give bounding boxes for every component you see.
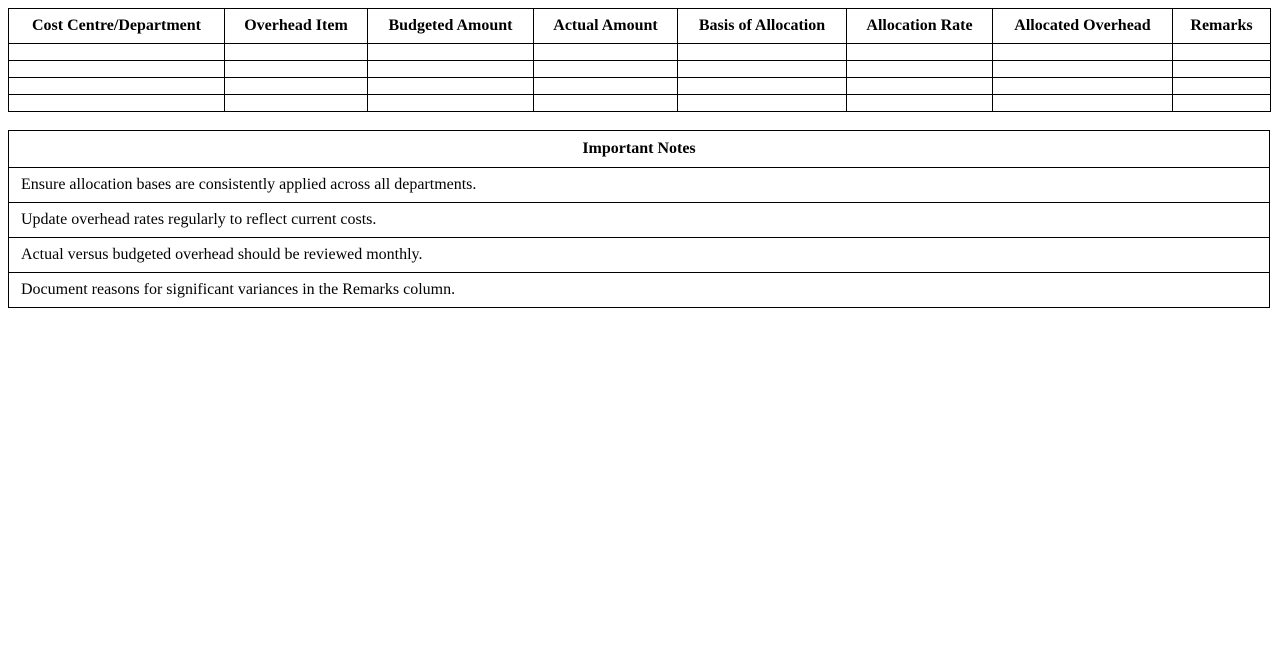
header-overhead-item: Overhead Item [225,9,368,44]
important-notes-table [8,130,1270,308]
table-cell[interactable] [225,44,368,61]
header-actual-amount: Actual Amount [534,9,678,44]
table-cell[interactable] [368,61,534,78]
table-cell[interactable] [1173,78,1271,95]
table-cell[interactable] [847,44,993,61]
table-cell[interactable] [225,95,368,112]
header-cost-centre: Cost Centre/Department [9,9,225,44]
table-row [9,78,1271,95]
table-cell[interactable] [1173,61,1271,78]
table-cell[interactable] [847,78,993,95]
note-row [9,168,1270,203]
header-allocation-rate: Allocation Rate [847,9,993,44]
notes-title: Important Notes [9,131,1270,168]
note-row [9,238,1270,273]
table-cell[interactable] [993,95,1173,112]
note-item: Update overhead rates regularly to reflect current costs. [9,203,1270,238]
table-cell[interactable] [678,44,847,61]
table-cell[interactable] [534,44,678,61]
table-row [9,61,1271,78]
header-basis-of-allocation: Basis of Allocation [678,9,847,44]
table-cell[interactable] [9,95,225,112]
table-cell[interactable] [534,95,678,112]
note-item: Document reasons for significant variances in the Remarks column. [9,273,1270,308]
table-cell[interactable] [225,61,368,78]
overhead-allocation-table [8,8,1271,112]
header-remarks: Remarks [1173,9,1271,44]
table-cell[interactable] [678,78,847,95]
table-cell[interactable] [993,61,1173,78]
table-row [9,44,1271,61]
note-item: Actual versus budgeted overhead should be reviewed monthly. [9,238,1270,273]
table-cell[interactable] [847,61,993,78]
table-cell[interactable] [368,78,534,95]
table-cell[interactable] [1173,44,1271,61]
table-row [9,95,1271,112]
header-allocated-overhead: Allocated Overhead [993,9,1173,44]
table-cell[interactable] [678,95,847,112]
table-cell[interactable] [9,78,225,95]
table-cell[interactable] [368,95,534,112]
table-header-row [9,9,1271,44]
table-cell[interactable] [534,78,678,95]
notes-header-row [9,131,1270,168]
table-cell[interactable] [368,44,534,61]
note-row [9,203,1270,238]
table-cell[interactable] [993,78,1173,95]
table-cell[interactable] [847,95,993,112]
table-cell[interactable] [9,61,225,78]
table-cell[interactable] [534,61,678,78]
note-item: Ensure allocation bases are consistently applied across all departments. [9,168,1270,203]
table-cell[interactable] [993,44,1173,61]
header-budgeted-amount: Budgeted Amount [368,9,534,44]
table-cell[interactable] [9,44,225,61]
note-row [9,273,1270,308]
table-cell[interactable] [225,78,368,95]
table-cell[interactable] [1173,95,1271,112]
document-body [8,8,1270,308]
table-cell[interactable] [678,61,847,78]
